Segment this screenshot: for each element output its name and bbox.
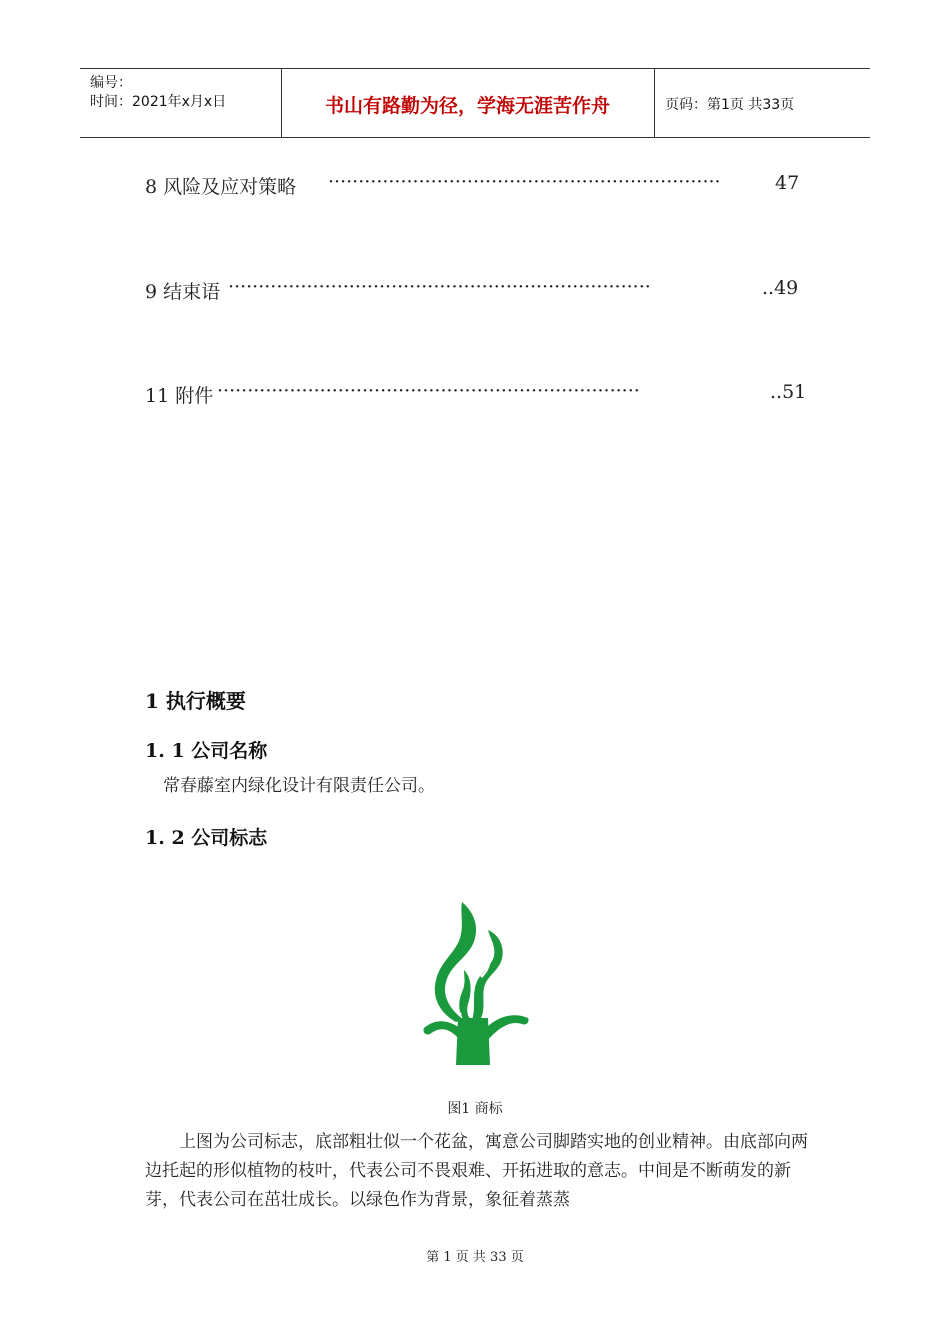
toc-leader-dots: ······································································ [217,380,640,402]
green-plant-logo-icon [420,900,530,1065]
header-motto-cell [281,69,655,137]
header-motto: 书山有路勤为径，学海无涯苦作舟 [324,95,610,117]
page-header [80,68,870,138]
page-footer: 第 1 页 共 33 页 [426,1250,524,1265]
toc-entry-page: 47 [775,172,800,194]
doc-time-label: 时间：2021年x月x日 [90,94,227,110]
toc-entry-label: 11 附件 [145,385,214,407]
subsection-heading-company-logo: 1. 2 公司标志 [145,827,268,849]
toc-entry-label: 8 风险及应对策略 [145,176,297,198]
toc-leader-dots: ································································· [328,171,721,193]
header-page-cell [655,69,870,137]
subsection-heading-company-name: 1. 1 公司名称 [145,740,268,762]
header-meta-cell [80,69,282,137]
toc-entry-page: ..51 [770,381,807,403]
toc-entry-label: 9 结束语 [145,281,221,303]
toc-leader-dots: ······································································ [228,276,651,298]
doc-number-label: 编号： [90,75,132,91]
figure-caption: 图1 商标 [447,1101,503,1117]
toc-entry-page: ..49 [762,277,799,299]
section-heading: 1 执行概要 [145,689,246,713]
logo-description-paragraph: 上图为公司标志，底部粗壮似一个花盆，寓意公司脚踏实地的创业精神。由底部向两边托起的形似植物的枝叶，代表公司不畏艰难、开拓进取的意志。中间是不断萌发的新芽，代表公司在茁壮成长。以绿色作为背景，象征着蒸蒸 [145,1132,808,1210]
header-page-label: 页码：第1页 共33页 [665,97,795,113]
company-name-text: 常春藤室内绿化设计有限责任公司。 [163,776,435,796]
